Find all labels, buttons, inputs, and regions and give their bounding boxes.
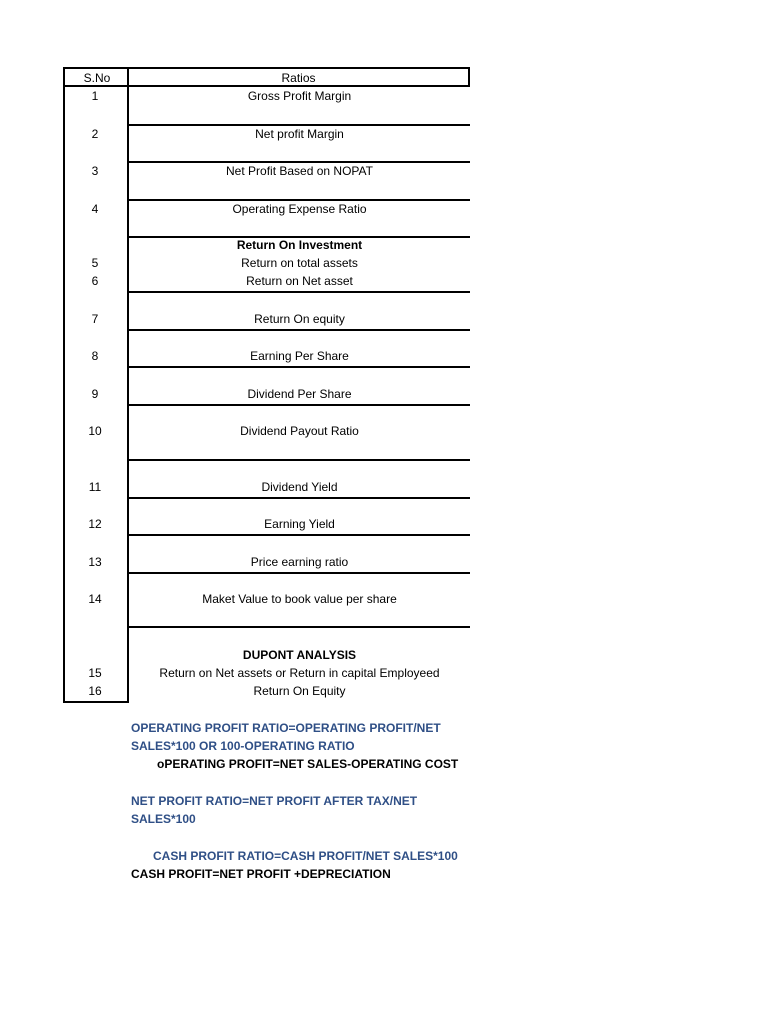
operating-profit-ratio-line2: SALES*100 OR 100-OPERATING RATIO: [131, 739, 355, 753]
row-sno: 16: [88, 684, 102, 698]
row-sno: 11: [88, 480, 102, 494]
row-ratio: Dividend Payout Ratio: [240, 424, 359, 438]
row-divider: [129, 534, 470, 536]
row-sno: 7: [91, 312, 99, 326]
net-profit-ratio-line2: SALES*100: [131, 812, 196, 826]
row-sno: 5: [91, 256, 99, 270]
header-sno: S.No: [83, 71, 111, 85]
section-heading: Return On Investment: [236, 238, 363, 252]
row-divider: [129, 329, 470, 331]
operating-profit-ratio-line1: OPERATING PROFIT RATIO=OPERATING PROFIT/NET: [131, 721, 441, 735]
row-divider: [129, 404, 470, 406]
row-ratio: Return on Net asset: [246, 274, 353, 288]
row-sno: 9: [91, 387, 99, 401]
row-ratio: Dividend Per Share: [247, 387, 352, 401]
row-ratio: Return on total assets: [241, 256, 358, 270]
row-divider: [129, 291, 470, 293]
row-sno: 4: [91, 202, 99, 216]
row-ratio: Net Profit Based on NOPAT: [226, 164, 373, 178]
row-sno: 14: [88, 592, 102, 606]
row-ratio: Dividend Yield: [261, 480, 338, 494]
ratios-table: [63, 67, 470, 703]
row-ratio: Price earning ratio: [250, 555, 349, 569]
row-sno: 12: [88, 517, 102, 531]
section-heading: DUPONT ANALYSIS: [242, 648, 357, 662]
row-ratio: Return on Net assets or Return in capital Employeed: [159, 666, 440, 680]
operating-profit-formula: oPERATING PROFIT=NET SALES-OPERATING COST: [157, 757, 459, 771]
cash-profit-formula: CASH PROFIT=NET PROFIT +DEPRECIATION: [131, 867, 391, 881]
header-ratios: Ratios: [281, 71, 316, 85]
cash-profit-ratio: CASH PROFIT RATIO=CASH PROFIT/NET SALES*100: [153, 849, 458, 863]
row-ratio: Net profit Margin: [255, 127, 344, 141]
row-ratio: Gross Profit Margin: [247, 89, 352, 103]
row-divider: [129, 626, 470, 628]
net-profit-ratio-line1: NET PROFIT RATIO=NET PROFIT AFTER TAX/NET: [131, 794, 418, 808]
row-divider: [129, 366, 470, 368]
table-bottom-border: [63, 701, 129, 703]
row-sno: 2: [91, 127, 99, 141]
row-sno: 10: [88, 424, 102, 438]
row-ratio: Return On equity: [254, 312, 345, 326]
row-sno: 13: [88, 555, 102, 569]
row-sno: 6: [91, 274, 99, 288]
row-ratio: Earning Yield: [264, 517, 335, 531]
row-divider: [129, 572, 470, 574]
row-sno: 3: [91, 164, 99, 178]
row-sno: 15: [88, 666, 102, 680]
row-ratio: Earning Per Share: [250, 349, 349, 363]
row-ratio: Return On Equity: [253, 684, 346, 698]
row-divider: [129, 497, 470, 499]
row-ratio: Operating Expense Ratio: [232, 202, 367, 216]
row-ratio: Maket Value to book value per share: [202, 592, 397, 606]
row-sno: 8: [91, 349, 99, 363]
row-sno: 1: [91, 89, 99, 103]
row-divider: [129, 459, 470, 461]
table-header: [63, 67, 470, 87]
